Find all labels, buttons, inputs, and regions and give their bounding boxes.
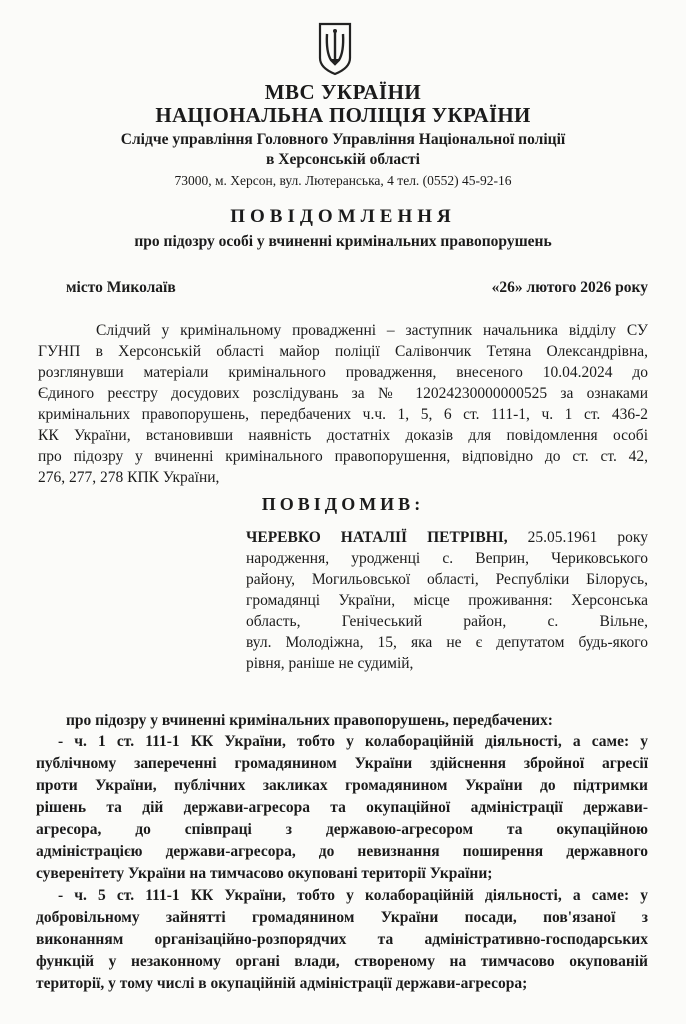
trident-emblem-icon: [316, 22, 354, 76]
suspicion-line: виконанням організаційно-розпорядчих та адміністративно-господарських: [36, 931, 648, 948]
intro-line: 276, 277, 278 КПК України,: [38, 469, 220, 486]
suspicion-line: проти України, публічних закликах громадянином України до підтримки: [36, 777, 648, 794]
intro-line: про підозру у вчиненні кримінального правопорушення, відповідно до ст. ст. 42,: [38, 448, 648, 465]
suspicion-line: про підозру у вчиненні кримінальних правопорушень, передбачених:: [66, 712, 553, 729]
intro-line: КК України, встановивши наявність достатніх доказів для повідомлення особі: [38, 427, 648, 444]
suspicion-line: агресора, до співпраці з державою-агресором та окупаційною: [36, 821, 648, 838]
ministry-heading: МВС УКРАЇНИ: [264, 80, 422, 104]
suspect-first-line: [246, 529, 648, 547]
suspect-line: рівня, раніше не судимій,: [246, 655, 414, 672]
intro-line: кримінальних правопорушень, передбачених ч.ч. 1, 5, 6 ст. 111-1, ч. 1 ст. 436-2: [38, 406, 648, 423]
suspect-line: область, Генічеський район, с. Вільне,: [246, 613, 648, 630]
suspect-name: ЧЕРЕВКО НАТАЛІЇ ПЕТРІВНІ,: [246, 529, 508, 546]
notified-heading: ПОВІДОМИВ:: [261, 494, 425, 514]
department-line-2: в Херсонській області: [266, 151, 420, 168]
suspicion-line: добровільному зайнятті громадянином України посади, пов'язаної з: [36, 909, 648, 926]
suspect-line: району, Могильовської області, Республіки Білорусь,: [246, 571, 648, 588]
suspect-line: громадянці України, місце проживання: Херсонська: [246, 592, 648, 609]
suspect-line: народження, уродженці с. Веприн, Чериковського: [246, 550, 648, 567]
department-line-1: Слідче управління Головного Управління Національної поліції: [120, 131, 566, 148]
intro-line: Слідчий у кримінальному провадженні – заступник начальника відділу СУ: [96, 322, 648, 339]
intro-line: ГУНП в Херсонській області майор поліції Салівончик Тетяна Олександрівна,: [38, 343, 648, 360]
suspect-birth-date: 25.05.1961 року: [527, 529, 648, 546]
department-address: 73000, м. Херсон, вул. Лютеранська, 4 тел. (0552) 45-92-16: [174, 173, 512, 188]
document-subtitle: про підозру особі у вчиненні кримінальних правопорушень: [134, 233, 552, 250]
suspicion-line: суверенітету України на тимчасово окуповані території України;: [36, 865, 493, 882]
document-city: місто Миколаїв: [66, 279, 176, 296]
suspicion-line: - ч. 5 ст. 111-1 КК України, тобто у колабораційній діяльності, а саме: у: [58, 887, 648, 904]
suspicion-line: функцій у незаконному органі влади, створеному на тимчасово окупованій: [36, 953, 648, 970]
intro-line: розглянувши матеріали кримінального провадження, внесеного 10.04.2024 до: [38, 364, 648, 381]
suspicion-line: публічному запереченні громадянином України здійснення збройної агресії: [36, 755, 648, 772]
intro-line: Єдиного реєстру досудових розслідувань за № 12024230000000525 за ознаками: [38, 385, 648, 402]
suspicion-line: території, у тому числі в окупаційній адміністрації держави-агресора;: [36, 975, 528, 992]
suspect-line: вул. Молодіжна, 15, яка не є депутатом будь-якого: [246, 634, 648, 651]
document-date: «26» лютого 2026 року: [491, 279, 648, 296]
suspicion-line: рішень та дій держави-агресора та окупаційної адміністрації держави-: [36, 799, 648, 816]
document-title: ПОВІДОМЛЕННЯ: [230, 206, 456, 227]
police-heading: НАЦІОНАЛЬНА ПОЛІЦІЯ УКРАЇНИ: [155, 103, 531, 127]
suspicion-line: - ч. 1 ст. 111-1 КК України, тобто у колабораційній діяльності, а саме: у: [58, 733, 648, 750]
suspicion-line: адміністрацією держави-агресора, до невизнання поширення державного: [36, 843, 648, 860]
